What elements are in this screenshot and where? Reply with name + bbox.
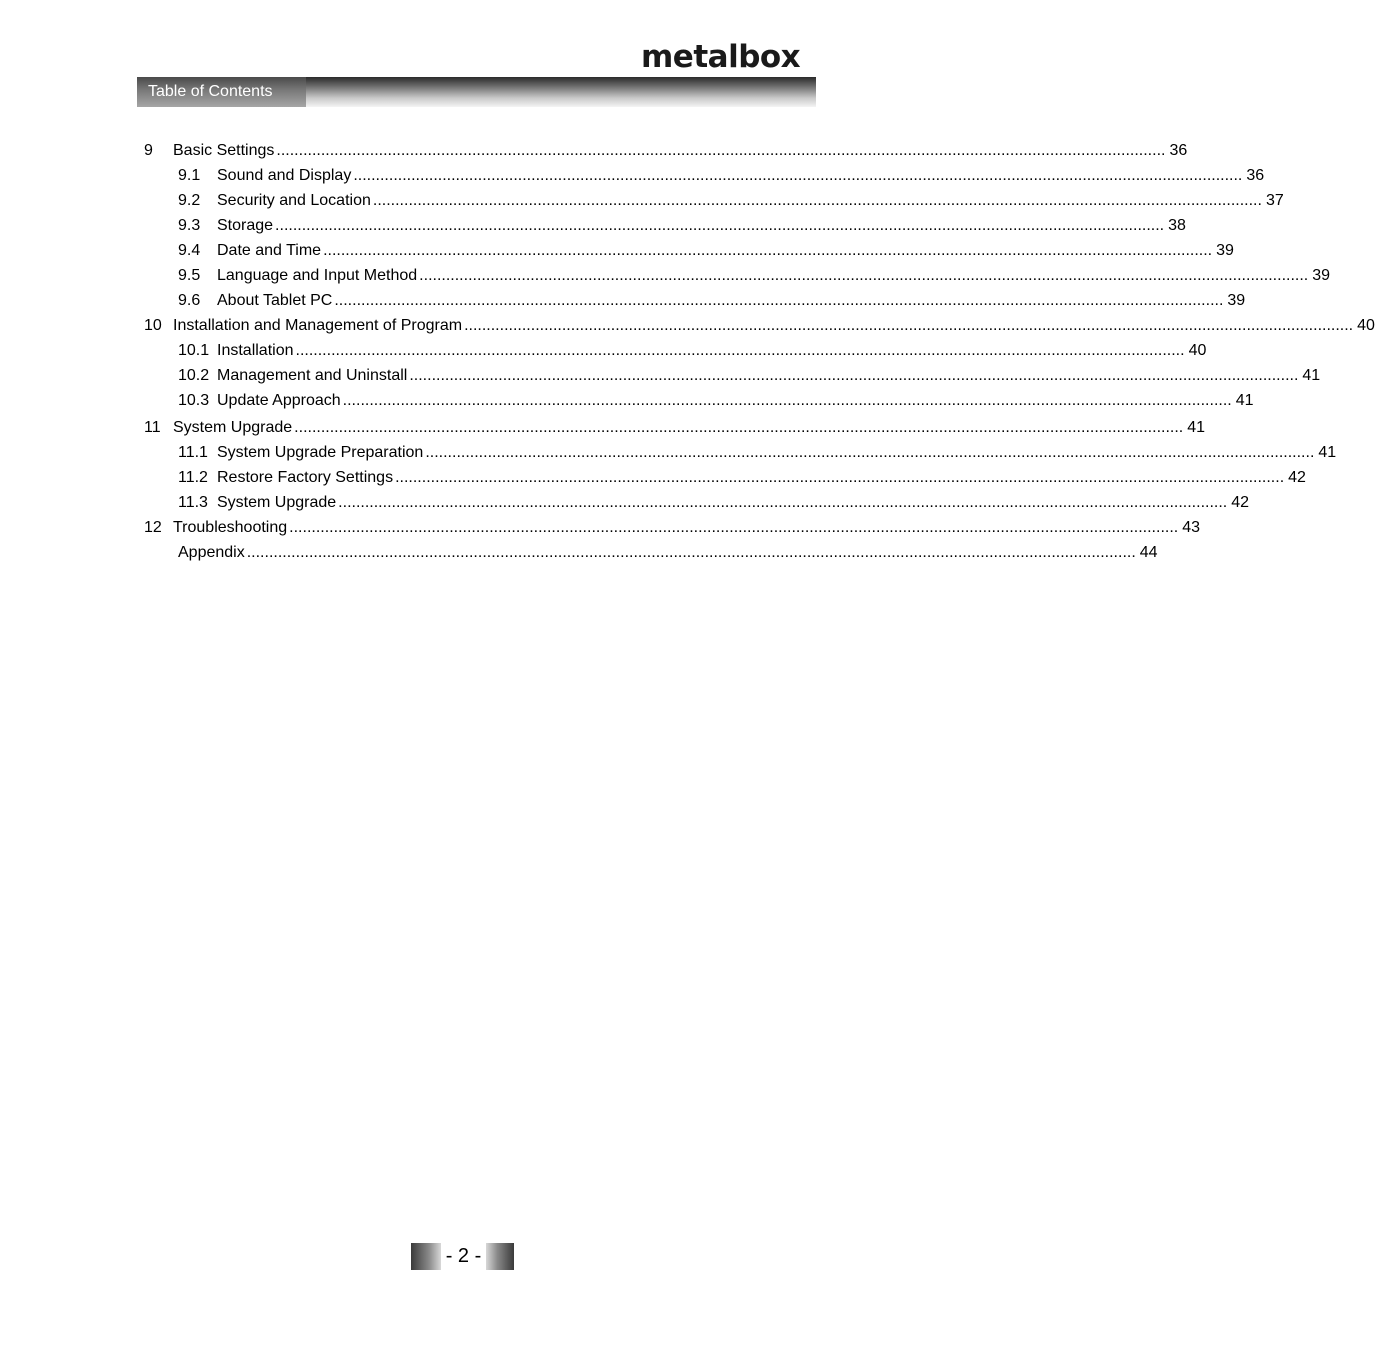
toc-entry[interactable]: [144, 315, 1375, 337]
toc-leader-dots: ........................................................................................................................................................................................................: [409, 367, 1299, 384]
toc-leader-dots: ........................................................................................................................................................................................................: [464, 317, 1354, 334]
toc-leader-dots: ........................................................................................................................................................................................................: [294, 419, 1184, 436]
toc-entry-page: 41: [1298, 365, 1320, 387]
toc-entry-title: Security and Location: [217, 190, 373, 212]
toc-entry-page: 36: [1242, 165, 1264, 187]
toc-entry-number: 9.4: [178, 242, 201, 259]
toc-entry-number: 9.2: [178, 192, 201, 209]
toc-leader-dots: ........................................................................................................................................................................................................: [246, 544, 1136, 561]
toc-entry-title: Update Approach: [217, 390, 343, 412]
toc-entry-page: 43: [1178, 517, 1200, 539]
toc-entry-page: 41: [1314, 442, 1336, 464]
toc-entry-page: 37: [1262, 190, 1284, 212]
toc-leader-dots: ........................................................................................................................................................................................................: [342, 392, 1232, 409]
toc-entry-title: Installation and Management of Program: [173, 315, 464, 337]
toc-entry-page: 41: [1232, 390, 1254, 412]
toc-entry-number: 9.5: [178, 267, 201, 284]
toc-entry[interactable]: [144, 265, 1331, 287]
toc-entry-number: 11.2: [178, 469, 208, 486]
toc-entry-title: Restore Factory Settings: [217, 467, 395, 489]
toc-entry-title: Basic Settings: [173, 140, 276, 162]
toc-entry-number: 9.6: [178, 292, 201, 309]
page-footer: [411, 1243, 514, 1270]
toc-entry[interactable]: [144, 467, 1306, 489]
toc-leader-dots: ........................................................................................................................................................................................................: [338, 494, 1228, 511]
toc-entry-number: 9.1: [178, 167, 201, 184]
toc-entry-number: 10.1: [178, 342, 210, 359]
page-number: - 2 -: [445, 1245, 482, 1267]
toc-entry-title: Language and Input Method: [217, 265, 419, 287]
toc-leader-dots: ........................................................................................................................................................................................................: [425, 444, 1315, 461]
toc-entry-title: About Tablet PC: [217, 290, 334, 312]
toc-entry[interactable]: [144, 215, 1186, 237]
toc-entry-number: 9: [144, 142, 153, 159]
toc-entry[interactable]: [144, 190, 1284, 212]
toc-leader-dots: ........................................................................................................................................................................................................: [276, 142, 1166, 159]
section-header-bar: [137, 77, 816, 107]
toc-entry[interactable]: [144, 240, 1234, 262]
toc-entry-title: System Upgrade Preparation: [217, 442, 425, 464]
toc-entry-page: 42: [1284, 467, 1306, 489]
toc-entry[interactable]: [144, 165, 1265, 187]
section-title: Table of Contents: [137, 77, 306, 107]
toc-entry[interactable]: [144, 442, 1337, 464]
toc-leader-dots: ........................................................................................................................................................................................................: [395, 469, 1285, 486]
metalbox-logo-icon: [641, 39, 811, 75]
toc-entry-number: 10.2: [178, 367, 210, 384]
footer-right-block: [486, 1243, 514, 1270]
toc-entry-title: Sound and Display: [217, 165, 353, 187]
toc-entry[interactable]: [144, 417, 1206, 439]
toc-entry[interactable]: [144, 140, 1188, 162]
toc-entry-page: 36: [1165, 140, 1187, 162]
toc-entry-number: 11: [144, 419, 161, 436]
toc-leader-dots: ........................................................................................................................................................................................................: [334, 292, 1224, 309]
toc-entry-number: 9.3: [178, 217, 201, 234]
toc-entry-page: 42: [1227, 492, 1249, 514]
toc-entry-page: 40: [1185, 340, 1207, 362]
footer-left-block: [411, 1243, 441, 1270]
toc-entry-title: Storage: [217, 215, 275, 237]
brand-logo: [641, 39, 811, 75]
toc-entry-page: 38: [1164, 215, 1186, 237]
toc-entry-title: Management and Uninstall: [217, 365, 409, 387]
toc-entry[interactable]: [144, 340, 1207, 362]
toc-entry-number: 11.3: [178, 494, 208, 511]
toc-entry[interactable]: [144, 365, 1321, 387]
toc-leader-dots: ........................................................................................................................................................................................................: [419, 267, 1309, 284]
toc-entry[interactable]: [144, 542, 1158, 564]
toc-entry-title: Date and Time: [217, 240, 323, 262]
toc-entry-title: Troubleshooting: [173, 517, 289, 539]
svg-text:metalbox: metalbox: [641, 39, 801, 75]
toc-entry-page: 39: [1308, 265, 1330, 287]
toc-entry-number: 10: [144, 317, 162, 334]
toc-entry-page: 39: [1223, 290, 1245, 312]
toc-entry-page: 41: [1183, 417, 1205, 439]
toc-leader-dots: ........................................................................................................................................................................................................: [275, 217, 1165, 234]
toc-entry-number: 11.1: [178, 444, 208, 461]
toc-entry-title: Appendix: [178, 542, 247, 564]
toc-leader-dots: ........................................................................................................................................................................................................: [353, 167, 1243, 184]
toc-entry[interactable]: [144, 290, 1246, 312]
toc-entry-number: 12: [144, 519, 162, 536]
toc-entry-number: 10.3: [178, 392, 210, 409]
toc-entry[interactable]: [144, 517, 1201, 539]
toc-leader-dots: ........................................................................................................................................................................................................: [323, 242, 1213, 259]
toc-leader-dots: ........................................................................................................................................................................................................: [295, 342, 1185, 359]
toc-leader-dots: ........................................................................................................................................................................................................: [289, 519, 1179, 536]
toc-entry[interactable]: [144, 390, 1254, 412]
toc-entry-title: System Upgrade: [173, 417, 294, 439]
toc-entry[interactable]: [144, 492, 1250, 514]
toc-entry-page: 40: [1353, 315, 1375, 337]
toc-entry-title: Installation: [217, 340, 296, 362]
toc-leader-dots: ........................................................................................................................................................................................................: [372, 192, 1262, 209]
toc-entry-page: 44: [1136, 542, 1158, 564]
toc-entry-title: System Upgrade: [217, 492, 338, 514]
toc-entry-page: 39: [1212, 240, 1234, 262]
